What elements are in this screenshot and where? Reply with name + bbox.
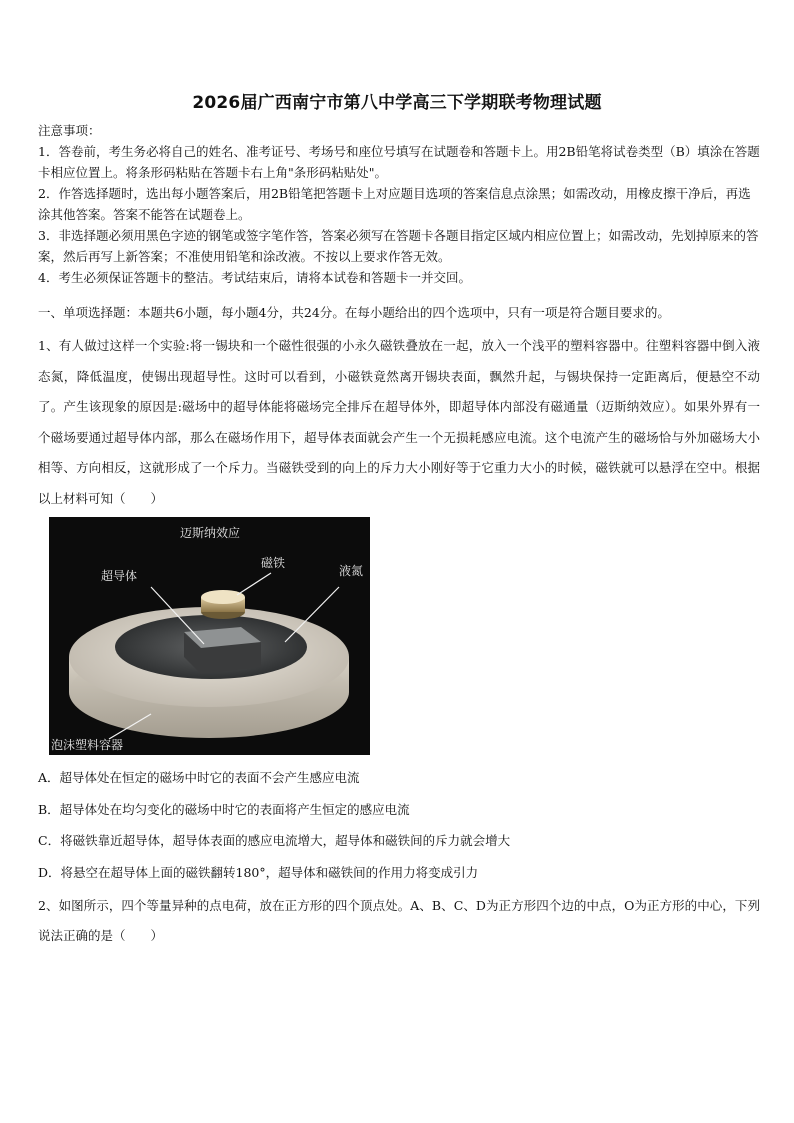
label-magnet: 磁铁 — [261, 556, 286, 570]
label-superconductor: 超导体 — [101, 569, 138, 583]
question-2-stem: 2、如图所示，四个等量异种的点电荷，放在正方形的四个顶点处。A、B、C、D为正方形四个边的中点，O为正方形的中心，下列说法正确的是（ ） — [38, 898, 760, 943]
section-heading: 一、单项选择题：本题共6小题，每小题4分，共24分。在每小题给出的四个选项中，只有一项是符合题目要求的。 — [38, 305, 670, 320]
option-c: C．将磁铁靠近超导体，超导体表面的感应电流增大，超导体和磁铁间的斥力就会增大 — [38, 833, 511, 848]
notice-block — [38, 120, 762, 288]
figure-caption: 迈斯纳效应 — [180, 526, 241, 540]
notice-item: 3．非选择题必须用黑色字迹的钢笔或签字笔作答，答案必须写在答题卡各题目指定区域内相应位置上；如需改动，先划掉原来的答案，然后再写上新答案；不准使用铅笔和涂改液。不按以上要求作答无效。 — [38, 228, 759, 264]
label-liquid-nitrogen: 液氮 — [339, 564, 364, 578]
label-container: 泡沫塑料容器 — [51, 738, 124, 752]
exam-title: 2026届广西南宁市第八中学高三下学期联考物理试题 — [192, 93, 602, 113]
notice-item: 1．答卷前，考生务必将自己的姓名、准考证号、考场号和座位号填写在试题卷和答题卡上。用2B铅笔将试卷类型（B）填涂在答题卡相应位置上。将条形码粘贴在答题卡右上角"条形码粘贴处"。 — [38, 144, 760, 180]
option-d: D．将悬空在超导体上面的磁铁翻转180°，超导体和磁铁间的作用力将变成引力 — [38, 864, 479, 880]
magnet-top — [201, 590, 245, 604]
notice-item: 2．作答选择题时，选出每小题答案后，用2B铅笔把答题卡上对应题目选项的答案信息点涂黑；如需改动，用橡皮擦干净后，再选涂其他答案。答案不能答在试题卷上。 — [38, 186, 751, 222]
question-1-stem: 1、有人做过这样一个实验:将一锡块和一个磁性很强的小永久磁铁叠放在一起，放入一个浅平的塑料容器中。往塑料容器中倒入液态氮，降低温度，使锡出现超导性。这时可以看到，小磁铁竟然离开锡块表面，飘然升起，与锡块保持一定距离后，便悬空不动了。产生该现象的原因是:磁场中的超导体能将磁场完全排斥在超导体外，即超导体内部没有磁通量（迈斯纳效应）。如果外界有一个磁场要通过超导体内部，那么在磁场作用下，超导体表面就会产生一个无损耗感应电流。这个电流产生的磁场恰与外加磁场大小相等、方向相反，这就形成了一个斥力。当磁铁受到的向上的斥力大小刚好等于它重力大小的时候，磁铁就可以悬浮在空中。根据以上材料可知（ ） — [38, 338, 760, 506]
notice-heading: 注意事项： — [38, 123, 101, 138]
leader-magnet — [237, 573, 271, 595]
option-b: B．超导体处在均匀变化的磁场中时它的表面将产生恒定的感应电流 — [38, 801, 410, 817]
question-1-options — [38, 766, 762, 892]
meissner-illustration — [49, 517, 370, 755]
notice-item: 4．考生必须保证答题卡的整洁。考试结束后，请将本试卷和答题卡一并交回。 — [38, 270, 471, 285]
meissner-effect-figure — [49, 517, 370, 755]
option-a: A．超导体处在恒定的磁场中时它的表面不会产生感应电流 — [38, 770, 360, 785]
